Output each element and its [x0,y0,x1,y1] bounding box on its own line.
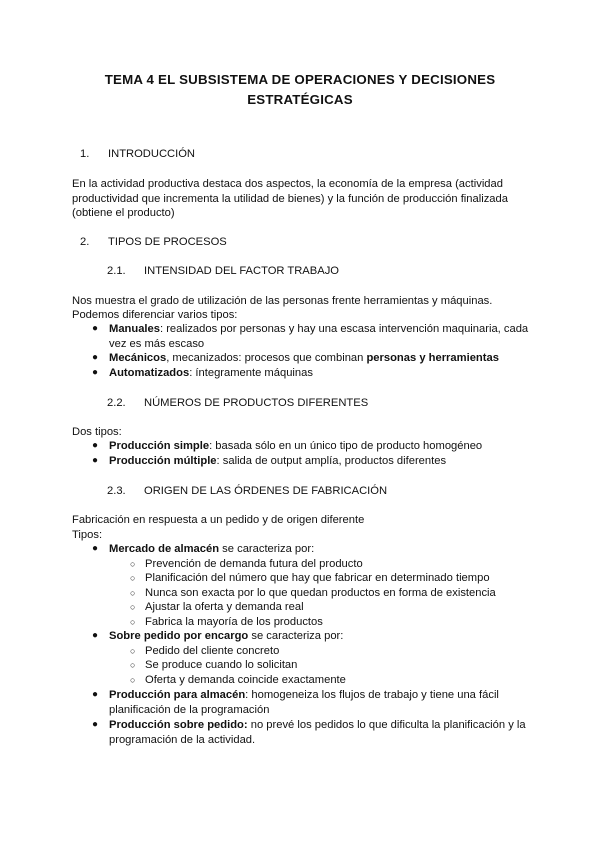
section-number: 1. [80,148,90,160]
description: : realizados por personas y hay una escasa intervención maquinaria, cada vez es más escaso [109,323,529,350]
sub-list-item [130,571,530,586]
list-item [92,351,532,366]
paragraph: Nos muestra el grado de utilización de las personas frente herramientas y máquinas. [72,295,493,307]
subsection-label: INTENSIDAD DEL FACTOR TRABAJO [144,265,339,277]
description: : íntegramente máquinas [189,367,313,379]
hollow-bullet-icon: ○ [130,573,136,583]
paragraph: Tipos: [72,529,103,541]
description: se caracteriza por: [219,543,315,555]
description: : homogeneiza los flujos de trabajo y tiene una fácil planificación de la programación [109,689,499,716]
hollow-bullet-icon: ○ [130,602,136,612]
description: se caracteriza por: [248,630,344,642]
term: Mecánicos [109,352,167,364]
subsection-label: NÚMEROS DE PRODUCTOS DIFERENTES [144,397,369,409]
title-line-1: TEMA 4 EL SUBSISTEMA DE OPERACIONES Y DECISIONES [104,72,496,87]
list-item [92,322,532,351]
sub-item-text: Planificación del número que hay que fabricar en determinado tiempo [145,572,490,584]
list-item [92,688,532,717]
section-label: TIPOS DE PROCESOS [108,236,227,248]
subsection-heading-2-2 [107,396,368,411]
term: Producción múltiple [109,455,217,467]
description: : basada sólo en un único tipo de producto homogéneo [209,440,483,452]
sub-list-item [130,658,530,673]
sub-item-text: Pedido del cliente concreto [145,645,280,657]
sub-item-text: Prevención de demanda futura del producto [145,558,363,570]
description: , mecanizados: procesos que combinan [166,352,367,364]
hollow-bullet-icon: ○ [130,617,136,627]
bullet-icon: ● [92,367,99,378]
hollow-bullet-icon: ○ [130,660,136,670]
paragraph: Fabricación en respuesta a un pedido y de origen diferente [72,514,365,526]
term: personas y herramientas [366,352,499,364]
bullet-icon: ● [92,323,99,334]
sub-item-text: Se produce cuando lo solicitan [145,659,298,671]
subsection-number: 2.3. [107,485,126,497]
bullet-icon: ● [92,440,99,451]
list-item [92,439,532,454]
list-item [92,718,532,747]
term: Automatizados [109,367,190,379]
bullet-icon: ● [92,543,99,554]
bullet-icon: ● [92,630,99,641]
subsection-heading-2-3 [107,484,387,499]
sub-list-item [130,586,530,601]
bullet-icon: ● [92,455,99,466]
hollow-bullet-icon: ○ [130,646,136,656]
section-number: 2. [80,236,90,248]
list-item [92,542,532,557]
sub-list-item [130,644,530,659]
subsection-number: 2.1. [107,265,126,277]
subsection-number: 2.2. [107,397,126,409]
subsection-heading-2-1 [107,264,339,279]
bullet-icon: ● [92,352,99,363]
term: Producción simple [109,440,210,452]
sub-list-item [130,673,530,688]
description: : salida de output amplía, productos diferentes [216,455,447,467]
intro-paragraph: En la actividad productiva destaca dos aspectos, la economía de la empresa (actividad productividad que incrementa la utilidad de bienes) y la función de producción finalizada (obtiene el producto) [72,178,508,220]
paragraph: Dos tipos: [72,426,122,438]
term: Mercado de almacén [109,543,220,555]
subsection-label: ORIGEN DE LAS ÓRDENES DE FABRICACIÓN [144,485,388,497]
bullet-icon: ● [92,719,99,730]
sub-item-text: Oferta y demanda coincide exactamente [145,674,346,686]
sub-list-item [130,600,530,615]
term: Producción sobre pedido: [109,719,248,731]
section-heading-1 [80,147,195,162]
list-item [92,454,532,469]
page-title [60,70,540,110]
hollow-bullet-icon: ○ [130,588,136,598]
title-line-2: ESTRATÉGICAS [247,92,353,107]
term: Producción para almacén [109,689,246,701]
sub-item-text: Fabrica la mayoría de los productos [145,616,323,628]
sub-list-item [130,557,530,572]
section-heading-2 [80,235,227,250]
section-label: INTRODUCCIÓN [108,148,196,160]
list-item [92,366,532,381]
hollow-bullet-icon: ○ [130,675,136,685]
bullet-icon: ● [92,689,99,700]
term: Manuales [109,323,160,335]
term: Sobre pedido por encargo [109,630,249,642]
sub-item-text: Nunca son exacta por lo que quedan productos en forma de existencia [145,587,496,599]
sub-item-text: Ajustar la oferta y demanda real [145,601,304,613]
description: no prevé los pedidos lo que dificulta la planificación y la programación de la actividad. [109,719,526,746]
sub-list-item [130,615,530,630]
list-item [92,629,532,644]
hollow-bullet-icon: ○ [130,559,136,569]
paragraph: Podemos diferenciar varios tipos: [72,309,238,321]
